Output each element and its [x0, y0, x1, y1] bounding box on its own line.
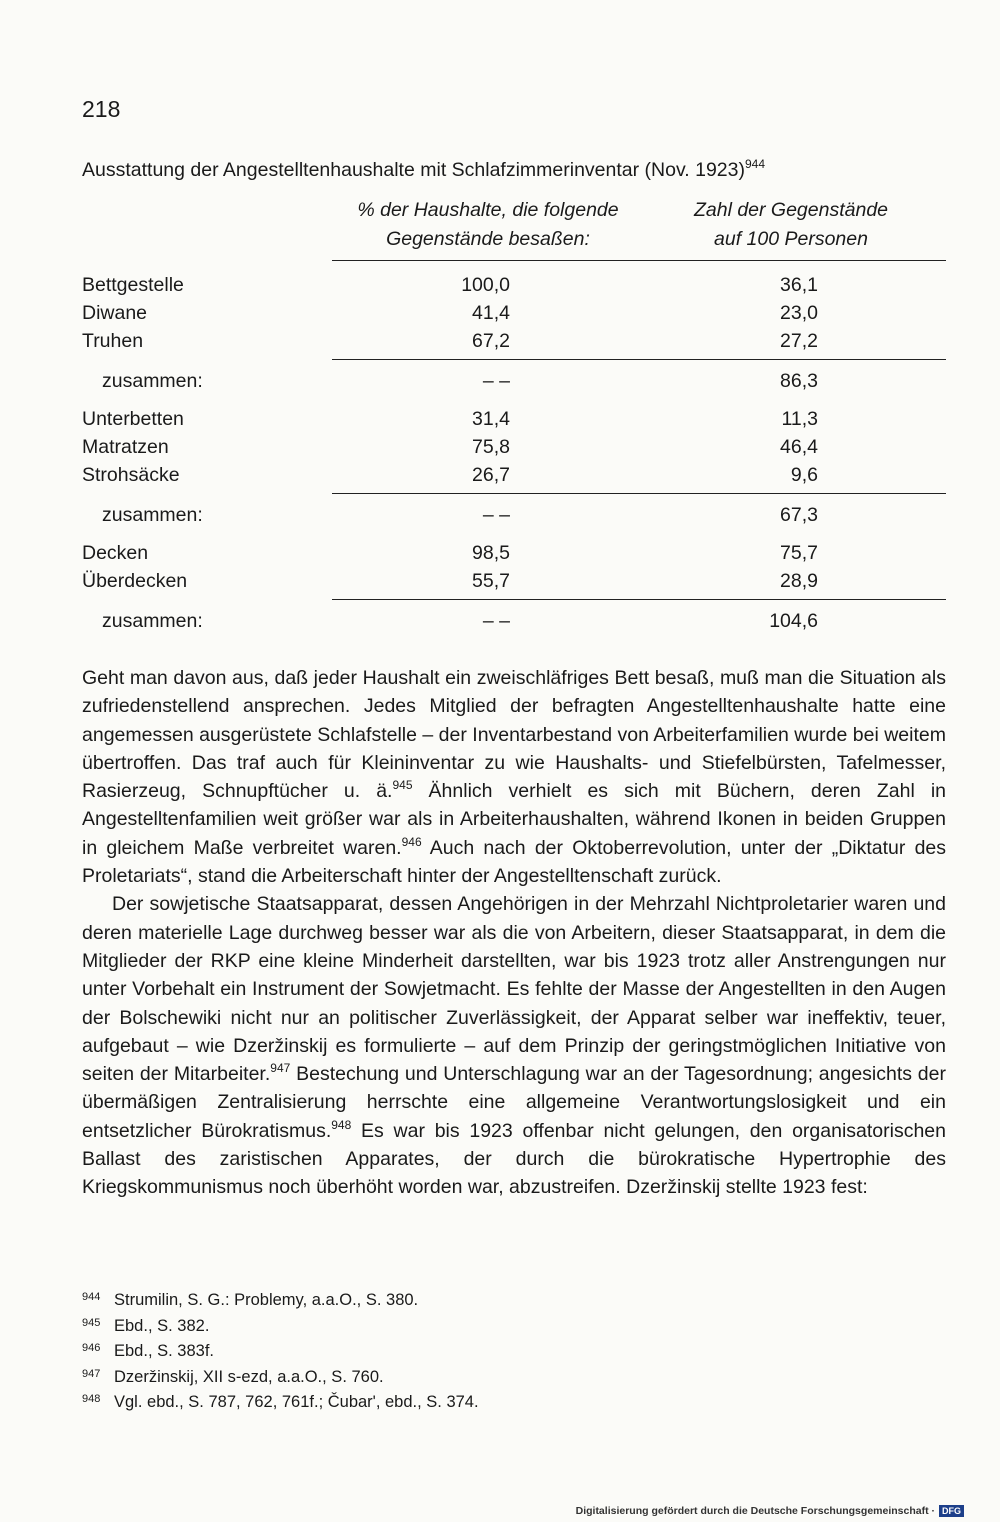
table-row-subtotal: [0, 610, 1000, 637]
row-value-percent: – –: [482, 370, 510, 392]
row-value-count: 104,6: [769, 610, 818, 632]
footnote: [82, 1286, 942, 1312]
paragraph: [82, 890, 946, 1201]
body-text: [82, 664, 946, 1202]
row-value-count: 86,3: [780, 370, 818, 392]
row-label: zusammen:: [102, 504, 203, 526]
footnote: [82, 1388, 942, 1414]
subtotal-rule: [332, 359, 946, 360]
footnote-number: 947: [82, 1367, 101, 1380]
row-label: zusammen:: [102, 610, 203, 632]
row-label: Truhen: [82, 330, 144, 352]
row-label: Matratzen: [82, 436, 169, 458]
row-value-count: 75,7: [780, 542, 818, 564]
table-title-text: Ausstattung der Angestelltenhaushalte mit Schlafzimmerinventar (Nov. 1923): [82, 159, 745, 181]
table-row: [0, 570, 1000, 597]
row-value-count: 46,4: [780, 436, 818, 458]
column-header-households: [318, 196, 658, 254]
row-value-count: 27,2: [780, 330, 818, 352]
table-title: [82, 157, 765, 182]
table-row: [0, 464, 1000, 491]
table-title-footnote-ref[interactable]: 944: [744, 157, 766, 171]
table-row: [0, 330, 1000, 357]
footnote: [82, 1337, 942, 1363]
row-value-count: 28,9: [780, 570, 818, 592]
row-value-percent: 26,7: [472, 464, 510, 486]
footnote-number: 945: [82, 1316, 101, 1329]
footnotes: [82, 1286, 942, 1414]
row-label: zusammen:: [102, 370, 203, 392]
row-label: Bettgestelle: [82, 274, 184, 296]
subtotal-rule: [332, 599, 946, 600]
row-value-percent: 100,0: [461, 274, 510, 296]
table-row-subtotal: [0, 504, 1000, 531]
paragraph-text: Der sowjetische Staatsapparat, dessen Angehörigen in der Mehrzahl Nichtproletarier waren und deren materielle Lage durchweg besser war als die von Arbeitern, dieser Staatsapparat, in dem die Mitglieder der RKP eine kleine Minderheit darstellten, war bis 1923 trotz aller Anstrengungen nur unter Vorbehalt ein Instrument der Sowjetmacht. Es fehlte der Masse der Angestellten in den Augen der Bolschewiki nicht nur an politischer Zuverlässigkeit, der Apparat selber war ineffektiv, teuer, aufgebaut – wie Dzeržinskij es formulierte – auf dem Prinzip der geringstmöglichen Initiative von seiten der Mitarbeiter.: [82, 893, 946, 1086]
row-label: Strohsäcke: [82, 464, 180, 486]
footnote-number: 946: [82, 1342, 101, 1355]
paragraph: [82, 664, 946, 890]
table-row: [0, 436, 1000, 463]
paragraph-text: Ähnlich verhielt es sich mit Büchern, deren Zahl in Angestelltenfamilien weit größer war als in Arbeiterhaushalten, während Ikonen in beiden Gruppen in gleichem Maße verbreitet waren.: [82, 780, 946, 859]
digitization-credit: Digitalisierung gefördert durch die Deutsche Forschungsgemeinschaft ·: [575, 1505, 935, 1517]
row-value-percent: 31,4: [472, 408, 510, 430]
row-label: Diwane: [82, 302, 148, 324]
footnote-ref[interactable]: 945: [392, 778, 413, 793]
row-value-percent: 55,7: [472, 570, 510, 592]
footnote-ref[interactable]: 946: [401, 834, 422, 849]
row-value-count: 23,0: [780, 302, 818, 324]
row-label: Decken: [82, 542, 149, 564]
paragraph-text: Bestechung und Unterschlagung war an der Tagesordnung; angesichts der übermäßigen Zentralisierung herrschte eine allgemeine Verantwortungslosigkeit und ein entsetzlicher Bürokratismus.: [82, 1063, 946, 1142]
row-value-percent: – –: [482, 504, 510, 526]
footnote-ref[interactable]: 948: [331, 1117, 352, 1132]
row-value-count: 9,6: [790, 464, 818, 486]
paragraph-text: Geht man davon aus, daß jeder Haushalt ein zweischläfriges Bett besaß, muß man die Situation als zufriedenstellend ansprechen. Jedes Mitglied der befragten Angestelltenhaushalte hatte eine angemessen ausgerüstete Schlafstelle – der Inventarbestand von Arbeiterfamilien wurde bei weitem übertroffen. Das traf auch für Kleininventar zu wie Haushalts- und Stiefelbürsten, Tafelmesser, Rasierzeug, Schnupftücher u. ä.: [82, 667, 946, 803]
footnote-number: 944: [82, 1291, 101, 1303]
footnote-ref[interactable]: 947: [270, 1061, 291, 1076]
paragraph-text: Auch nach der Oktoberrevolution, unter der „Diktatur des Proletariats“, stand die Arbeiterschaft hinter der Angestelltenschaft zurück.: [82, 836, 947, 888]
footnote-text: Vgl. ebd., S. 787, 762, 761f.; Čubar', ebd., S. 374.: [114, 1393, 479, 1412]
column-header-households-line1: % der Haushalte, die folgende: [357, 199, 619, 221]
subtotal-rule: [332, 493, 946, 494]
footnote: [82, 1363, 942, 1389]
footnote-text: Ebd., S. 383f.: [114, 1342, 214, 1361]
dfg-logo: DFG: [939, 1505, 964, 1517]
table-row: [0, 302, 1000, 329]
row-value-count: 36,1: [780, 274, 818, 296]
column-header-items-line2: auf 100 Personen: [714, 228, 868, 250]
row-label: Überdecken: [82, 570, 188, 592]
row-value-count: 11,3: [781, 408, 818, 430]
footnote-text: Ebd., S. 382.: [114, 1316, 210, 1335]
table-row: [0, 408, 1000, 435]
digitization-footer: [576, 1505, 964, 1517]
column-header-items-line1: Zahl der Gegenstände: [693, 199, 889, 221]
row-value-percent: 41,4: [472, 302, 510, 324]
footnote-text: Dzeržinskij, XII s-ezd, a.a.O., S. 760.: [114, 1367, 384, 1386]
table-row: [0, 542, 1000, 569]
row-value-percent: 98,5: [472, 542, 510, 564]
header-rule: [332, 260, 946, 261]
table-row-subtotal: [0, 370, 1000, 397]
table-row: [0, 274, 1000, 301]
row-value-percent: – –: [482, 610, 510, 632]
row-value-percent: 75,8: [472, 436, 510, 458]
row-value-percent: 67,2: [472, 330, 510, 352]
footnote-number: 948: [82, 1393, 101, 1406]
page-number: 218: [82, 96, 121, 122]
column-header-items: [660, 196, 922, 254]
footnote-text: Strumilin, S. G.: Problemy, a.a.O., S. 380.: [114, 1291, 419, 1309]
footnote: [82, 1312, 942, 1338]
paragraph-text: Es war bis 1923 offenbar nicht gelungen, den organisatorischen Ballast des zaristischen Apparates, der durch die bürokratische Hypertrophie des Kriegskommunismus noch überhöht worden war, abzustreifen. Dzeržinskij stellte 1923 fest:: [82, 1119, 946, 1199]
row-value-count: 67,3: [780, 504, 818, 526]
row-label: Unterbetten: [82, 408, 184, 430]
column-header-households-line2: Gegenstände besaßen:: [386, 228, 590, 250]
